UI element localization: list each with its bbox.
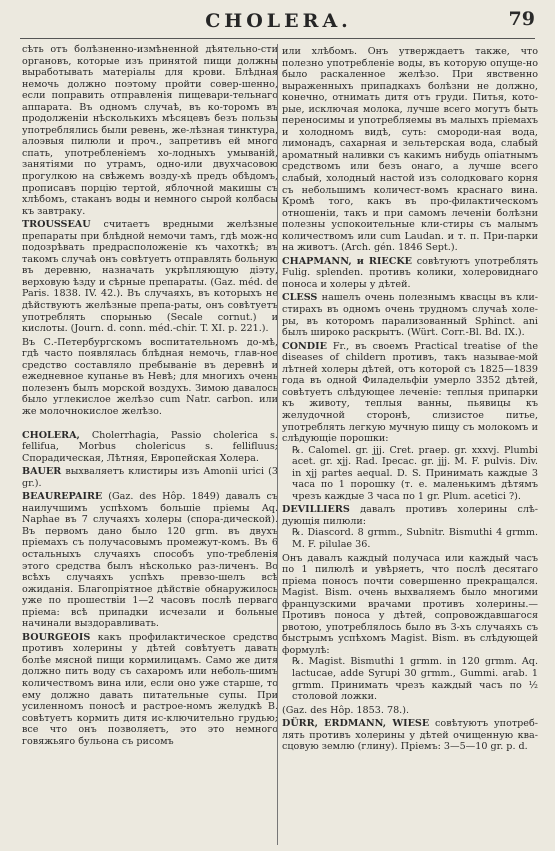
entry-paragraph xyxy=(282,718,538,753)
entry-headword: DÜRR, ERDMANN, WIESE xyxy=(282,718,430,730)
left-column xyxy=(22,44,278,845)
entry-text: нашелъ очень полезнымъ квасцы въ кли-стирахъ въ одномъ очень трудномъ случаѣ холе-ры, въ которомъ парализованный Sphinct. ani былъ широко раскрытъ. (Würt. Corr.-Bl. Bd. IX.). xyxy=(282,292,538,339)
entry-text: сѣть отъ болѣзненно-измѣненной дѣятельно-сти органовъ, которые изъ принятой пищи должны выработывать матеріалы для крови. Блѣдная немочь должно поэтому пройти совер-шенно, если поправить отправленія пищевари-тельнаго аппарата. Въ одномъ случаѣ, въ ко-торомъ въ продолженіи нѣсколькихъ мѣсяцевъ безъ пользы употреблялись были ревень, же-лѣзная тинктура, алоэвыя пилюли и проч., запретивъ ей много спать, употребленіемъ хо-лодныхъ умываній, занятіями по утрамъ, одно-или двухчасовою прогулкою на свѣжемъ возду-хѣ предъ обѣдомъ, прописавъ порцію тертой, яблочной макишы съ хлѣбомъ, стаканъ воды и немного сырой колбасы къ завтраку. xyxy=(22,44,278,217)
running-head: CHOLERA. xyxy=(205,10,352,32)
entry-paragraph xyxy=(22,466,278,489)
entry-text: какъ профилактическое средство противъ холерины у дѣтей совѣтуетъ давать болѣе мясной пищи кормилицамъ. Само же дитя должно пить воду съ сахаромъ или неболь-шимъ количествомъ вина или, если оно уже старше, то ему должно давать питательные супы. При усиленномъ поносѣ и растрое-номъ желудкѣ B. совѣтуетъ кормить дитя ис-ключительно грудью; все что онъ позволяетъ, это это немного говяжьяго бульона съ рисомъ xyxy=(22,631,278,747)
entry-headword: TROUSSEAU xyxy=(22,219,91,231)
page-header xyxy=(22,8,535,38)
prescription-paragraph: ℞. Magist. Bismuthi 1 grmm. in 120 grmm. Aq. lactucae, adde Syrupi 30 grmm., Gummi. arab. 1 grmm. Принимать чрезъ каждый часъ по ½ столовой ложки. xyxy=(292,656,538,703)
entry-text: давалъ противъ холерины слѣ-дующія пилюли: xyxy=(282,504,538,527)
entry-text: Въ С.-Петербургскомъ воспитательномъ до-мѣ, гдѣ часто появлялась блѣдная немочь, глав-ное средство составляло пребываніе въ деревнѣ и ежедневное купанье въ Невѣ; для многихъ очень полезенъ былъ морской воздухъ. Зимою давалось было углекислое желѣзо cum Natr. carbon. или же молочнокислое желѣзо. xyxy=(22,336,278,417)
text-paragraph xyxy=(22,337,278,418)
entry-headword: CHAPMANN, и RIECKE xyxy=(282,255,412,267)
entry-paragraph xyxy=(22,491,278,630)
entry-headword: BAUER xyxy=(22,466,62,478)
entry-paragraph xyxy=(282,504,538,527)
entry-text: (Gaz. des Hôp. 1853. 78.). xyxy=(282,704,410,716)
entry-text: или хлѣбомъ. Онъ утверждаетъ также, что полезно употребленіе воды, въ которую опуще-но было раскаленное желѣзо. При явственно выраженныхъ припадкахъ болѣзни не должно, конечно, отнимать дитя отъ груди. Питья, кото-рые, исключая молока, лучше всего могутъ быть переносимы и употребляемы въ малыхъ пріемахъ и холодномъ видѣ, суть: смороди-ная вода, лимонадъ, сахарная и зельтерская вода, слабый ароматный наливки съ какимъ нибудь опіатнымъ средствомъ или безъ онаго, а лучше всего слабый, холодный настой изъ солодковаго корня съ небольшимъ количест-вомъ краснаго вина. Кромѣ того, какъ въ про-филактическомъ отношеніи, такъ и при самомъ леченіи болѣзни полезны успокоительные кли-стиры съ малымъ количествомъ или cum Laudan. и т. п. При-парки на животъ. (Arch. gén. 1846 Sept.). xyxy=(282,46,538,254)
entry-headword: BOURGEOIS xyxy=(22,631,91,643)
column-divider xyxy=(277,44,278,845)
entry-headword: CLESS xyxy=(282,292,318,304)
entry-text: (Gaz. des Hôp. 1849) давалъ съ наилучшимъ успѣхомъ большіе пріемы Aq. Naphae въ 7 случаяхъ холеры (спора-дической). Въ первомъ дано было 120 grm. въ двухъ пріемахъ съ получасовымъ промежут-комъ. Въ 6 остальныхъ случаяхъ способъ упо-требленія этого средства былъ нѣсколько раз-личенъ. Во всѣхъ случаяхъ успѣхъ превзо-шелъ всѣ ожиданія. Благопріятное дѣйствіе обнаружилось уже по прошествіи 1—2 часовъ послѣ перваго пріема: всѣ припадки исчезали и больные начинали выздоравливать. xyxy=(22,491,278,630)
header-rule xyxy=(20,38,535,39)
entry-paragraph xyxy=(282,341,538,445)
entry-text: считаетъ вредными желѣзные препараты при блѣдной немочи тамъ, гдѣ мож-но подозрѣвать предрасположеніе къ чахоткѣ; въ такомъ случаѣ онъ совѣтуетъ отправлять больную въ деревню, назначать укрѣпляющую діэту, верховую ѣзду и сѣрные препараты. (Gaz. méd. de Paris. 1838. IV. 42.). Въ случаяхъ, въ которыхъ не дѣйствуютъ желѣзные препа-раты, онъ совѣтуетъ употреблять спорынью (Secale cornut.) и кислоты. (Journ. d. conn. méd.-chir. T. XI. p. 221.). xyxy=(22,219,278,335)
entry-headword: BEAUREPAIRE xyxy=(22,491,103,503)
right-column xyxy=(282,44,538,845)
entry-text: совѣтуютъ употреб-лять противъ холерины у дѣтей очищенную ква-сцовую землю (глину). Пріемъ: 3—5—10 gr. p. d. xyxy=(282,718,538,753)
page-number: 79 xyxy=(508,8,535,30)
entry-paragraph xyxy=(22,219,278,334)
entry-paragraph xyxy=(22,632,278,747)
entry-text: Fr., въ своемъ Practical treatise of the diseases of childern противъ, такъ называе-мой лѣтней холеры дѣтей, отъ которой съ 1825—1839 года въ одной Филадельфіи умерло 3352 дѣтей, совѣтуетъ слѣдующее леченіе: теплыя припарки къ животу, теплыя ванны, пьявицы къ желудочной сторонѣ, слизистое питье, употреблять легкую мучную пищу съ молокомъ и слѣдующіе порошки: xyxy=(282,340,538,445)
text-paragraph xyxy=(282,46,538,254)
entry-paragraph xyxy=(282,292,538,338)
entry-headword: CONDIE xyxy=(282,340,327,352)
entry-paragraph xyxy=(22,430,278,465)
entry-text: Cholerrhagia, Passio cholerica s. fellifua, Morbus cholericus s. fellifluus; Спорадическая, Лѣтняя, Европейская Холера. xyxy=(22,429,278,464)
text-paragraph xyxy=(282,553,538,657)
prescription-paragraph: ℞. Calomel. gr. jjj. Cret. praep. gr. xxxvj. Plumbi acet. gr. xjj. Rad. Ipecac. gr. jjj. M. F. pulvis. Div. in xjj partes aequal. D. S. Принимать каждые 3 часа по 1 порошку (т. е. маленькимъ дѣтямъ чрезъ каждые 3 часа по 1 gr. Plum. acetici ?). xyxy=(292,444,538,502)
entry-headword: CHOLERA, xyxy=(22,429,80,441)
prescription-paragraph: ℞. Diascord. 8 grmm., Subnitr. Bismuthi 4 grmm. M. F. pilulae 36. xyxy=(292,527,538,550)
entry-text: Онъ давалъ каждый получаса или каждый часъ по 1 пилюлѣ и увѣряетъ, что послѣ десятаго пріема поносъ почти совершенно прекращался. Magist. Bism. очень выхваляемъ было многими французскими врачами противъ холерины.— Противъ поноса у дѣтей, сопровождавшагося рвотою, употреблялось было въ 3-хъ случаяхъ съ быстрымъ успѣхомъ Magist. Bism. въ слѣдующей формулѣ: xyxy=(282,552,538,656)
text-paragraph xyxy=(22,44,278,217)
entry-text: выхваляетъ клистиры изъ Amonii urici (3 gr.). xyxy=(22,466,278,489)
entry-paragraph xyxy=(282,256,538,291)
entry-text: совѣтуютъ употреблять Fulig. splenden. противъ колики, холеровиднаго поноса и холеры у дѣтей. xyxy=(282,255,538,290)
entry-headword: DEVILLIERS xyxy=(282,504,350,516)
text-paragraph xyxy=(282,705,538,717)
